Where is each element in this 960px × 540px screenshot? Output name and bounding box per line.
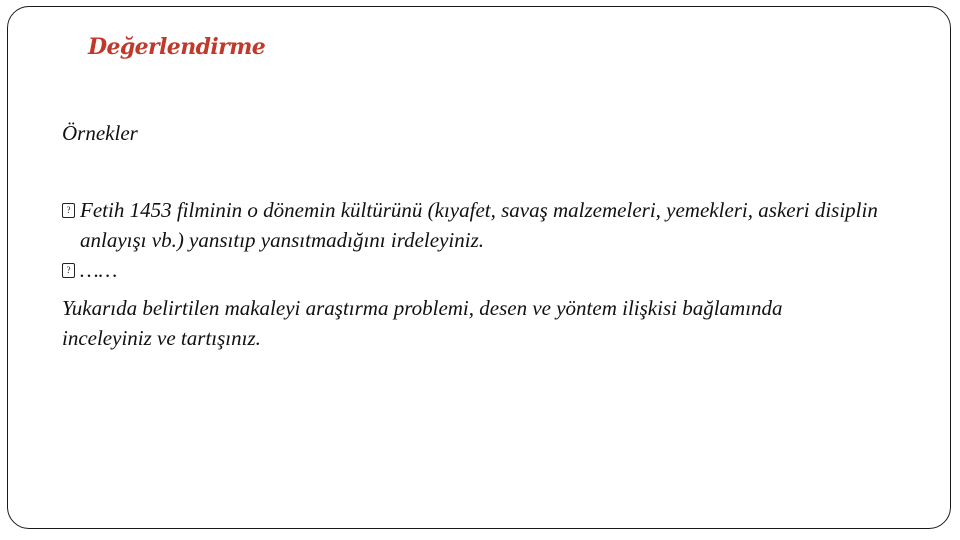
slide-title: Değerlendirme <box>88 34 266 60</box>
missing-glyph-bullet-icon: ? <box>62 203 75 218</box>
examples-heading: Örnekler <box>62 121 138 145</box>
bullet-text: Fetih 1453 filminin o dönemin kültürünü (kıyafet, savaş malzemeleri, yemekleri, askeri disiplin anlayışı vb.) yansıtıp yansıtmadığını irdeleyiniz. <box>80 198 878 252</box>
instruction-paragraph: Yukarıda belirtilen makaleyi araştırma problemi, desen ve yöntem ilişkisi bağlamında inceleyiniz ve tartışınız. <box>62 296 783 350</box>
bullet-item-film <box>62 195 880 255</box>
missing-glyph-bullet-icon: ? <box>62 263 75 278</box>
bullet-text: …… <box>80 258 118 282</box>
bullet-item-ellipsis <box>62 255 902 285</box>
slide-body <box>62 118 902 353</box>
